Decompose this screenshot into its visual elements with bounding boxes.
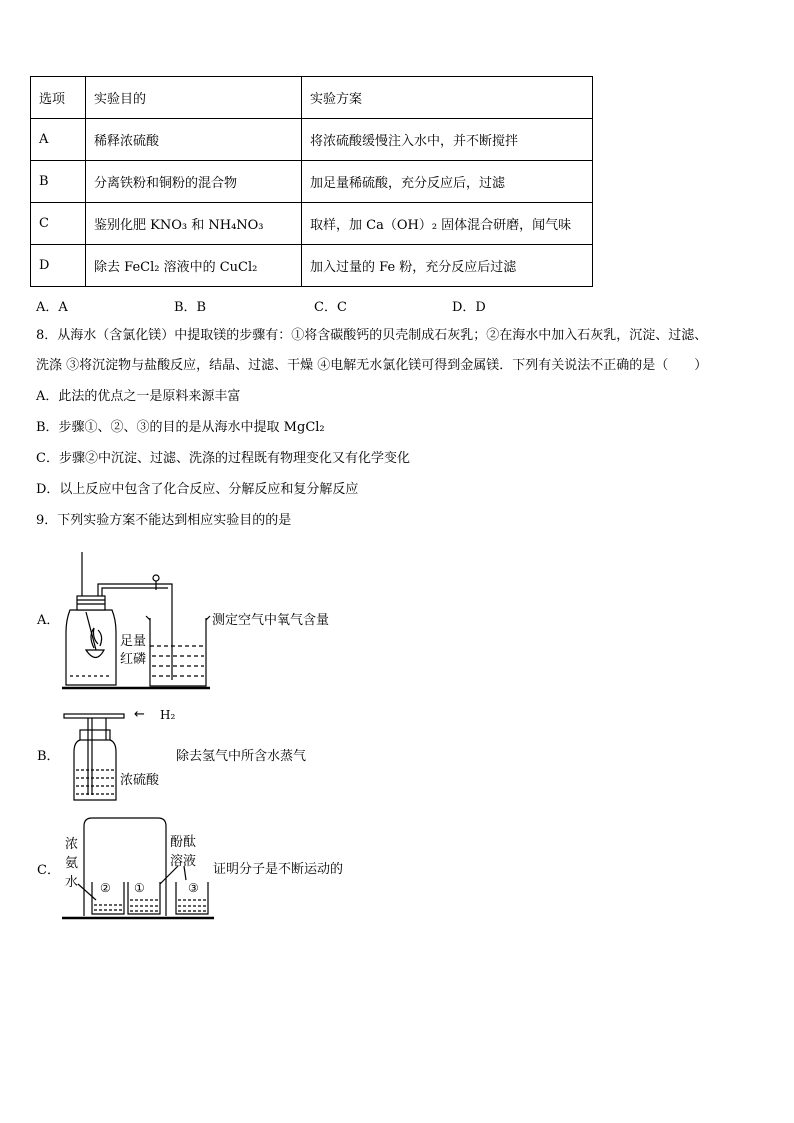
table-cell: B (31, 161, 86, 203)
q9-c-right-label-1: 酚酞 (170, 835, 197, 850)
table-cell: 加足量稀硫酸，充分反应后，过滤 (302, 161, 593, 203)
q9-c-description: 证明分子是不断运动的 (213, 862, 344, 877)
q9-a-label-line2: 红磷 (120, 652, 147, 667)
table-cell: D (31, 245, 86, 287)
q9-a-letter: A． (37, 613, 60, 628)
table-cell: 除去 FeCl₂ 溶液中的 CuCl₂ (86, 245, 302, 287)
q9-b-gas-label: H₂ (160, 708, 176, 722)
q9-b-description: 除去氢气中所含水蒸气 (176, 749, 307, 764)
oxygen-measurement-apparatus (62, 552, 210, 688)
q9-c-left-label-1: 浓 (65, 837, 79, 852)
q9-c-beaker-2-number: ② (100, 881, 111, 895)
table-cell: 分离铁粉和铜粉的混合物 (86, 161, 302, 203)
q7-option-a: A．A (36, 300, 68, 315)
table-cell: 稀释浓硫酸 (86, 119, 302, 161)
molecular-motion-apparatus (62, 818, 214, 918)
table-cell: 取样，加 Ca（OH）₂ 固体混合研磨，闻气味 (302, 203, 593, 245)
table-header-cell: 选项 (31, 77, 86, 119)
q9-b-arrow: ← (134, 707, 145, 722)
q9-b-letter: B． (37, 749, 60, 764)
table-cell: C (31, 203, 86, 245)
q8-option-d: D．以上反应中包含了化合反应、分解反应和复分解反应 (36, 482, 359, 497)
q9-c-letter: C． (37, 863, 60, 878)
gas-washing-bottle (64, 714, 124, 800)
q9-c-left-label-2: 氨 (65, 856, 79, 871)
q9-stem: 9．下列实验方案不能达到相应实验目的的是 (36, 513, 292, 528)
table-cell: 将浓硫酸缓慢注入水中，并不断搅拌 (302, 119, 593, 161)
table-cell: 鉴别化肥 KNO₃ 和 NH₄NO₃ (86, 203, 302, 245)
q9-c-beaker-3-number: ③ (188, 881, 199, 895)
q7-option-d: D．D (452, 300, 486, 315)
q8-option-a: A．此法的优点之一是原料来源丰富 (36, 389, 241, 404)
q8-stem-line1: 8．从海水（含氯化镁）中提取镁的步骤有：①将含碳酸钙的贝壳制成石灰乳；②在海水中加入石灰乳，沉淀、过滤、 (36, 328, 708, 343)
q9-c-left-label-3: 水 (65, 875, 79, 890)
table-cell: A (31, 119, 86, 161)
table-header-cell: 实验方案 (302, 77, 593, 119)
q9-c-right-label-2: 溶液 (170, 854, 197, 869)
q9-c-beaker-1-number: ① (134, 881, 145, 895)
q8-stem-line2: 洗涤 ③将沉淀物与盐酸反应，结晶、过滤、干燥 ④电解无水氯化镁可得到金属镁．下列有关说法不正确的是（ ） (36, 358, 708, 373)
q9-a-description: 测定空气中氧气含量 (212, 613, 330, 628)
table-header-cell: 实验目的 (86, 77, 302, 119)
table-cell: 加入过量的 Fe 粉，充分反应后过滤 (302, 245, 593, 287)
q9-a-label-line1: 足量 (120, 634, 147, 649)
q9-b-reagent-label: 浓硫酸 (120, 773, 160, 788)
q7-option-b: B．B (174, 300, 207, 315)
q7-option-c: C．C (314, 300, 347, 315)
q8-option-c: C．步骤②中沉淀、过滤、洗涤的过程既有物理变化又有化学变化 (36, 451, 410, 466)
q8-option-b: B．步骤①、②、③的目的是从海水中提取 MgCl₂ (36, 420, 325, 435)
